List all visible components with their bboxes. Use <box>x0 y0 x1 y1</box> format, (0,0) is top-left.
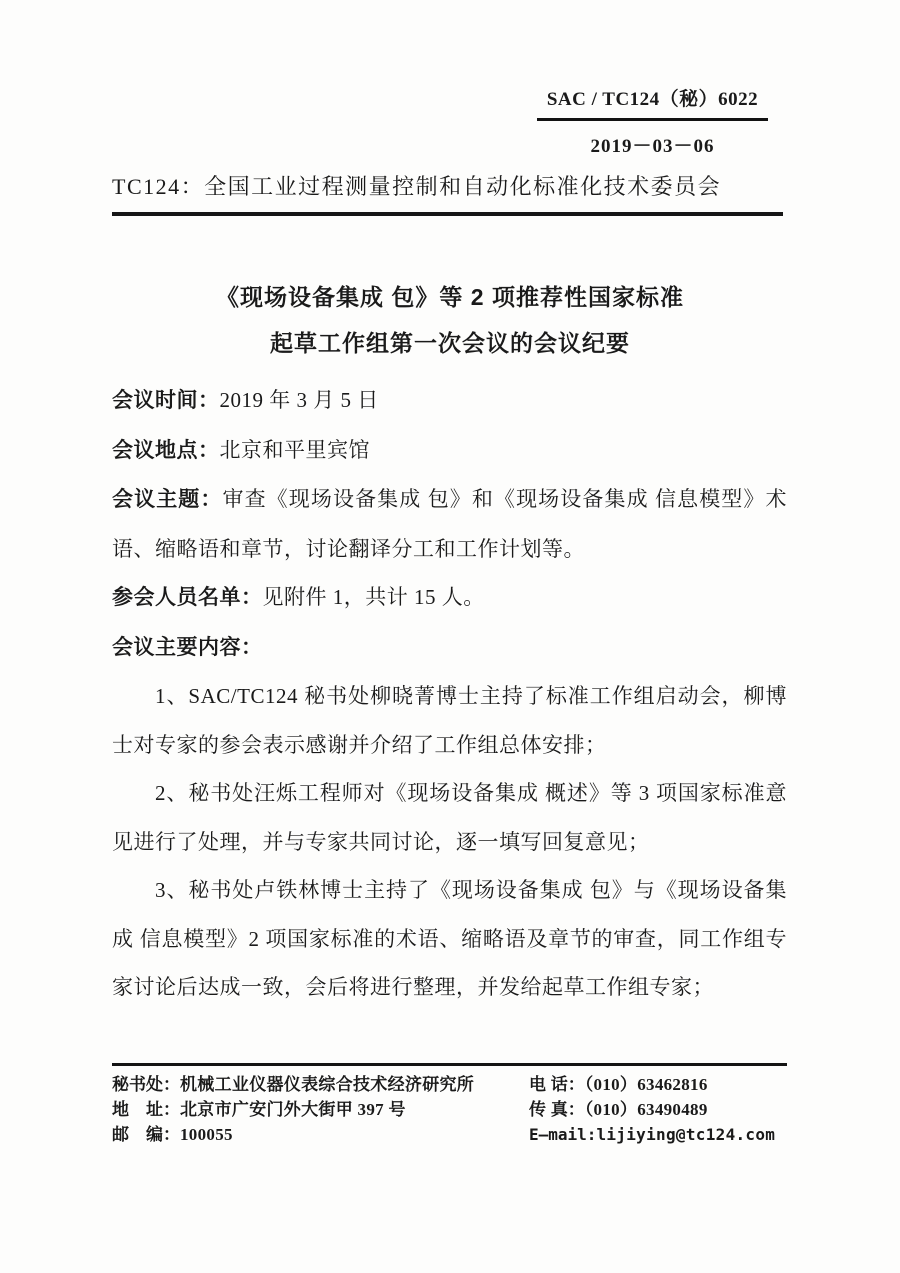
footer-fax <box>529 1097 787 1122</box>
footer-left-column <box>112 1072 522 1147</box>
header-rule <box>112 212 783 216</box>
paragraph-item-3 <box>112 866 787 1012</box>
paragraph-text: 3、秘书处卢铁林博士主持了《现场设备集成 包》与《现场设备集成 信息模型》2 项国家标准的术语、缩略语及章节的审查，同工作组专家讨论后达成一致，会后将进行整理，并发给起草工作组专家； <box>112 878 787 999</box>
footer-postcode <box>112 1122 522 1147</box>
paragraph-meeting-topic <box>112 475 787 573</box>
paragraph-text: 见附件 1，共计 15 人。 <box>262 585 485 609</box>
title-line-1: 《现场设备集成 包》等 2 项推荐性国家标准 <box>216 284 684 310</box>
document-title <box>0 274 900 366</box>
paragraph-text: 1、SAC/TC124 秘书处柳晓菁博士主持了标准工作组启动会，柳博士对专家的参会表示感谢并介绍了工作组总体安排； <box>112 684 787 757</box>
footer-label: 秘书处： <box>112 1075 180 1094</box>
paragraph-meeting-place <box>112 426 787 476</box>
doc-id-block <box>537 84 768 158</box>
footer-label: 邮 编： <box>112 1125 180 1144</box>
paragraph-label: 会议时间： <box>112 389 220 412</box>
committee-heading: TC124：全国工业过程测量控制和自动化标准化技术委员会 <box>112 174 722 199</box>
paragraph-label: 会议主要内容： <box>112 635 263 659</box>
footer-label: 地 址： <box>112 1100 180 1119</box>
footer-phone <box>529 1072 787 1097</box>
footer-label: 传 真： <box>529 1100 585 1119</box>
paragraph-text: 北京和平里宾馆 <box>219 437 370 462</box>
doc-date: 2019－03－06 <box>590 136 715 157</box>
footer-value: 100055 <box>180 1125 233 1144</box>
paragraph-text: 2、秘书处汪烁工程师对《现场设备集成 概述》等 3 项国家标准意见进行了处理，并与专家共同讨论，逐一填写回复意见； <box>112 781 787 854</box>
footer-value: 北京市广安门外大街甲 397 号 <box>180 1100 406 1119</box>
doc-number: SAC / TC124（秘）6022 <box>537 84 768 121</box>
paragraph-meeting-time <box>112 376 787 426</box>
paragraph-text: 审查《现场设备集成 包》和《现场设备集成 信息模型》术语、缩略语和章节，讨论翻译分工和工作计划等。 <box>112 487 787 561</box>
footer-label: 电 话： <box>529 1075 585 1094</box>
title-line-2: 起草工作组第一次会议的会议纪要 <box>270 330 630 356</box>
paragraph-item-2 <box>112 769 787 866</box>
paragraph-item-1 <box>112 672 787 769</box>
footer-value: （010）63462816 <box>584 1075 708 1094</box>
footer-value: lijiying@tc124.com <box>596 1125 776 1144</box>
footer <box>112 1072 787 1147</box>
footer-value: （010）63490489 <box>584 1100 708 1119</box>
paragraph-text: 2019 年 3 月 5 日 <box>219 388 379 412</box>
paragraph-label: 会议地点： <box>112 438 220 462</box>
paragraph-main-content-heading <box>112 623 787 673</box>
document-body <box>112 376 787 1012</box>
footer-right-column <box>529 1072 787 1147</box>
footer-secretariat <box>112 1072 522 1097</box>
footer-label: E—mail: <box>529 1125 597 1144</box>
footer-address <box>112 1097 522 1122</box>
paragraph-label: 会议主题： <box>112 488 223 511</box>
footer-value: 机械工业仪器仪表综合技术经济研究所 <box>180 1075 475 1094</box>
footer-email <box>529 1122 787 1147</box>
paragraph-label: 参会人员名单： <box>112 586 263 609</box>
paragraph-attendees <box>112 573 787 623</box>
footer-rule <box>112 1063 787 1066</box>
